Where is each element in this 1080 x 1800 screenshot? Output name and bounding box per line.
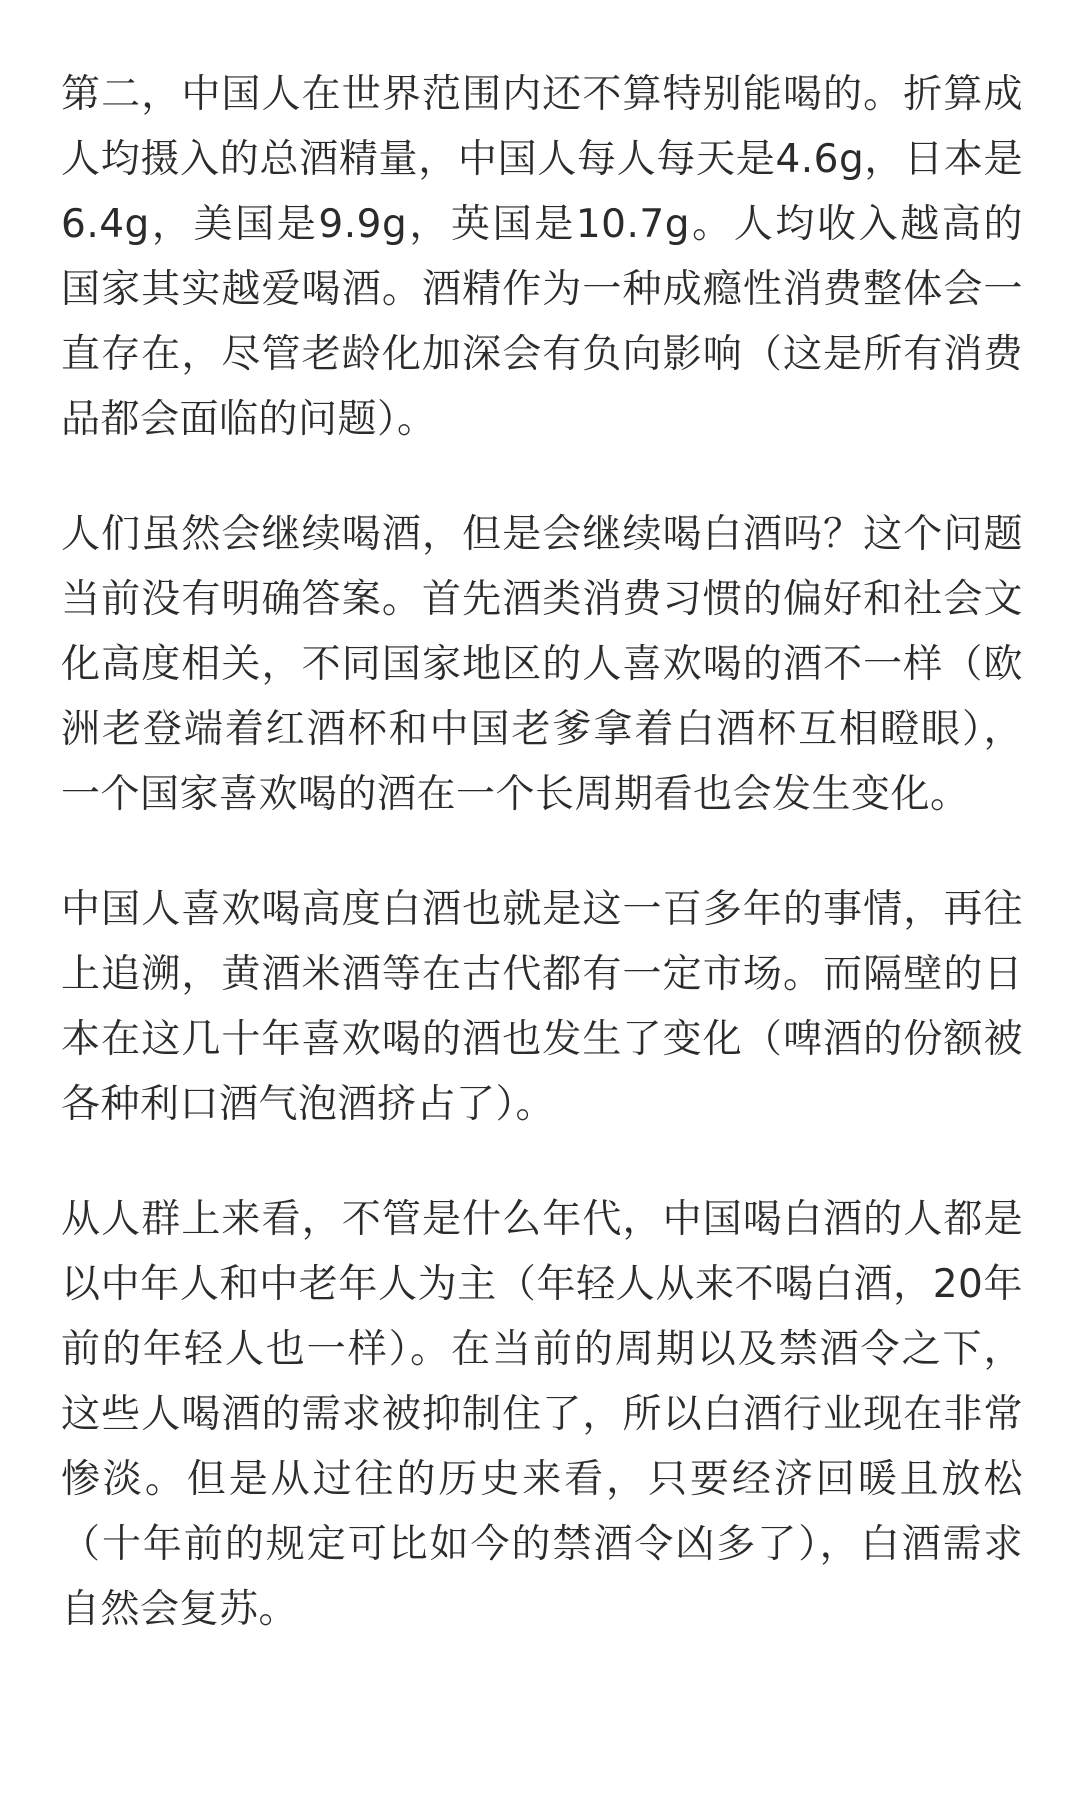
paragraph-1: 第二，中国人在世界范围内还不算特别能喝的。折算成人均摄入的总酒精量，中国人每人每天是4.6g，日本是6.4g，美国是9.9g，英国是10.7g。人均收入越高的国家其实越爱喝酒。酒精作为一种成瘾性消费整体会一直存在，尽管老龄化加深会有负向影响（这是所有消费品都会面临的问题）。 bbox=[61, 72, 1023, 442]
paragraph-3: 中国人喜欢喝高度白酒也就是这一百多年的事情，再往上追溯，黄酒米酒等在古代都有一定市场。而隔壁的日本在这几十年喜欢喝的酒也发生了变化（啤酒的份额被各种利口酒气泡酒挤占了）。 bbox=[61, 887, 1023, 1127]
paragraph-2: 人们虽然会继续喝酒，但是会继续喝白酒吗？这个问题当前没有明确答案。首先酒类消费习惯的偏好和社会文化高度相关，不同国家地区的人喜欢喝的酒不一样（欧洲老登端着红酒杯和中国老爹拿着白酒杯互相瞪眼），一个国家喜欢喝的酒在一个长周期看也会发生变化。 bbox=[61, 512, 1023, 817]
article-body bbox=[61, 62, 1023, 1692]
paragraph-4: 从人群上来看，不管是什么年代，中国喝白酒的人都是以中年人和中老年人为主（年轻人从来不喝白酒，20年前的年轻人也一样）。在当前的周期以及禁酒令之下，这些人喝酒的需求被抑制住了，所以白酒行业现在非常惨淡。但是从过往的历史来看，只要经济回暖且放松（十年前的规定可比如今的禁酒令凶多了），白酒需求自然会复苏。 bbox=[61, 1197, 1023, 1632]
